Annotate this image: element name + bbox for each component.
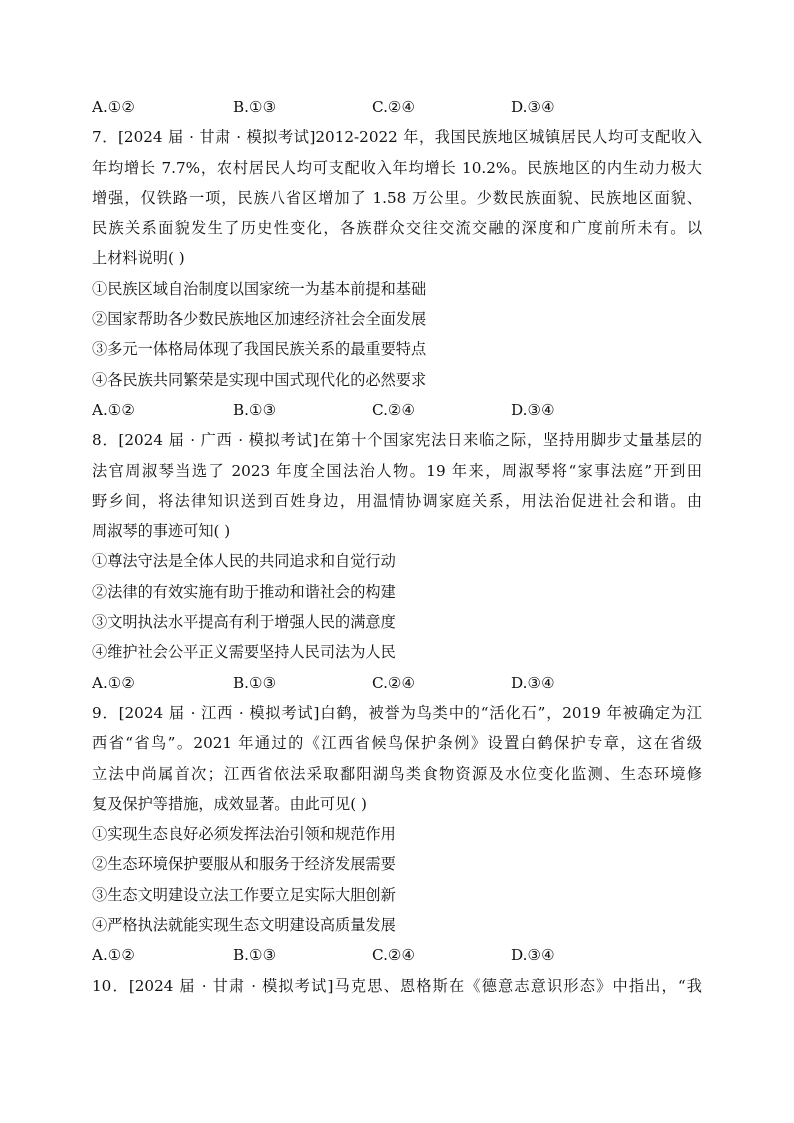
statement-option: ①实现生态良好必须发挥法治引领和规范作用 — [92, 825, 396, 844]
choice-b: B.①③ — [233, 946, 277, 965]
statement-option: ②法律的有效实施有助于推动和谐社会的构建 — [92, 582, 396, 601]
answer-choices — [92, 940, 702, 970]
question-stem-line: 西省“省鸟”。2021 年通过的《江西省候鸟保护条例》设置白鹤保护专章，这在省级 — [92, 734, 702, 753]
choice-a: A.①② — [92, 946, 136, 965]
question-stem-line: 8．[2024 届 · 广西 · 模拟考试]在第十个国家宪法日来临之际，坚持用脚步丈量基层的 — [92, 431, 702, 450]
answer-choices — [92, 395, 702, 425]
document-page — [92, 92, 702, 1001]
choice-a: A.①② — [92, 400, 136, 419]
statement-option: ①民族区域自治制度以国家统一为基本前提和基础 — [92, 279, 427, 298]
question-7 — [92, 122, 702, 425]
statement-option: ③多元一体格局体现了我国民族关系的最重要特点 — [92, 340, 427, 359]
statement-option: ③生态文明建设立法工作要立足实际大胆创新 — [92, 885, 396, 904]
choice-c: C.②④ — [372, 946, 416, 965]
choice-c: C.②④ — [372, 400, 416, 419]
choice-d: D.③④ — [511, 400, 555, 419]
question-stem-line: 9．[2024 届 · 江西 · 模拟考试]白鹤，被誉为鸟类中的“活化石”，2019 年被确定为江 — [92, 703, 702, 722]
question-stem-line: 年均增长 7.7%，农村居民人均可支配收入年均增长 10.2%。民族地区的内生动力极大 — [92, 158, 702, 177]
statement-option: ④维护社会公平正义需要坚持人民司法为人民 — [92, 643, 396, 662]
statement-option: ②国家帮助各少数民族地区加速经济社会全面发展 — [92, 310, 427, 329]
question-10 — [92, 971, 702, 1001]
question-stem-line: 法官周淑琴当选了 2023 年度全国法治人物。19 年来，周淑琴将“家事法庭”开到田 — [92, 461, 702, 480]
question-stem-line: 复及保护等措施，成效显著。由此可见( ) — [92, 794, 367, 813]
statement-option: ③文明执法水平提高有利于增强人民的满意度 — [92, 613, 396, 632]
statement-option: ④严格执法就能实现生态文明建设高质量发展 — [92, 916, 396, 935]
question-stem-line: 民族关系面貌发生了历史性变化，各族群众交往交流交融的深度和广度前所未有。以 — [92, 219, 702, 238]
choice-b: B.①③ — [233, 400, 277, 419]
choice-b: B.①③ — [233, 673, 277, 692]
choice-c: C.②④ — [372, 673, 416, 692]
question-stem-line: 7．[2024 届 · 甘肃 · 模拟考试]2012-2022 年，我国民族地区城镇居民人均可支配收入 — [92, 128, 702, 147]
choice-a: A.①② — [92, 98, 136, 116]
question-stem-line: 野乡间，将法律知识送到百姓身边，用温情协调家庭关系，用法治促进社会和谐。由 — [92, 491, 702, 510]
statement-option: ①尊法守法是全体人民的共同追求和自觉行动 — [92, 552, 396, 571]
question-stem-line: 增强，仅铁路一项，民族八省区增加了 1.58 万公里。少数民族面貌、民族地区面貌、 — [92, 188, 702, 207]
choice-c: C.②④ — [372, 98, 416, 116]
choice-d: D.③④ — [511, 673, 555, 692]
choice-d: D.③④ — [511, 946, 555, 965]
question-stem-line: 立法中尚属首次；江西省依法采取鄱阳湖鸟类食物资源及水位变化监测、生态环境修 — [92, 764, 702, 783]
answer-choices — [92, 668, 702, 698]
question-9 — [92, 698, 702, 971]
answer-choices-q6 — [92, 92, 702, 122]
statement-option: ④各民族共同繁荣是实现中国式现代化的必然要求 — [92, 370, 427, 389]
question-stem-line: 周淑琴的事迹可知( ) — [92, 522, 231, 541]
question-stem-line: 上材料说明( ) — [92, 249, 185, 268]
choice-a: A.①② — [92, 673, 136, 692]
choice-b: B.①③ — [233, 98, 277, 116]
question-8 — [92, 425, 702, 698]
statement-option: ②生态环境保护要服从和服务于经济发展需要 — [92, 855, 396, 874]
question-stem-line: 10．[2024 届 · 甘肃 · 模拟考试]马克思、恩格斯在《德意志意识形态》中指出，“我 — [92, 976, 702, 995]
choice-d: D.③④ — [511, 98, 555, 116]
